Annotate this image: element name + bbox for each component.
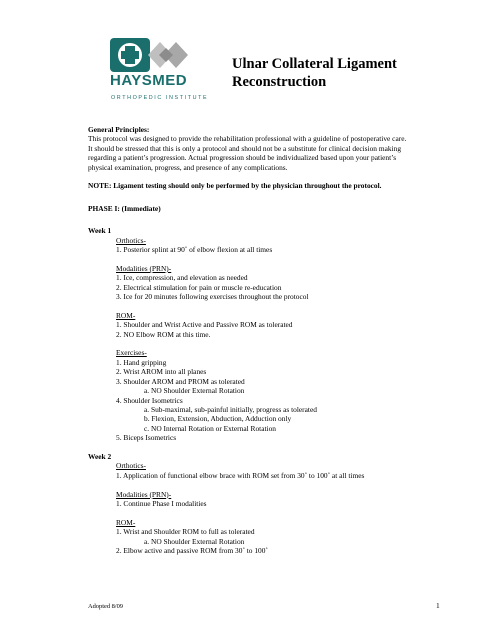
week2-rom-heading: ROM-	[116, 517, 136, 527]
list-item: 4. Shoulder Isometrics	[116, 395, 183, 405]
week1-label: Week 1	[88, 226, 112, 236]
list-subitem: a. NO Shoulder External Rotation	[144, 386, 245, 396]
list-item: 1. Ice, compression, and elevation as needed	[116, 273, 248, 283]
general-principles-heading: General Principles:	[88, 125, 150, 134]
list-item: 3. Shoulder AROM and PROM as tolerated	[116, 376, 245, 386]
list-item: 2. Elbow active and passive ROM from 30˚ to 100˚	[116, 545, 268, 555]
phase1-heading: PHASE I: (Immediate)	[88, 203, 161, 213]
week1-orthotics-heading: Orthotics-	[116, 235, 146, 245]
list-item: 3. Ice for 20 minutes following exercises throughout the protocol	[116, 292, 309, 302]
list-item: 1. Wrist and Shoulder ROM to full as tolerated	[116, 527, 255, 537]
week1-rom-heading: ROM-	[116, 310, 136, 320]
week2-orthotics-heading: Orthotics-	[116, 461, 146, 471]
general-line: regarding a patient’s progression. Actual progression should be individualized based upon your patient’s	[88, 153, 397, 163]
general-line: It should be stressed that this is only a protocol and should not be a substitute for clinical decision making	[88, 143, 402, 153]
list-item: 1. Posterior splint at 90˚ of elbow flexion at all times	[116, 245, 273, 255]
week2-label: Week 2	[88, 451, 112, 461]
title-line-1: Ulnar Collateral Ligament	[232, 56, 397, 72]
general-line: physical examination, progress, and presence of any complications.	[88, 162, 288, 172]
list-item: 1. Application of functional elbow brace with ROM set from 30˚ to 100˚ at all times	[116, 470, 365, 480]
list-item: 2. Wrist AROM into all planes	[116, 367, 207, 377]
week1-modalities-heading: Modalities (PRN)-	[116, 263, 172, 273]
list-subitem: c. NO Internal Rotation or External Rotation	[144, 423, 276, 433]
page-title	[232, 55, 452, 91]
list-subitem: a. NO Shoulder External Rotation	[144, 536, 245, 546]
week1-exercises-heading: Exercises-	[116, 348, 147, 358]
ligament-note: NOTE: Ligament testing should only be performed by the physician throughout the protocol.	[88, 181, 382, 191]
logo-subtitle: ORTHOPEDIC INSTITUTE	[111, 95, 209, 101]
document-body	[88, 125, 448, 555]
list-item: 1. Shoulder and Wrist Active and Passive ROM as tolerated	[116, 320, 293, 330]
week2-modalities-heading: Modalities (PRN)-	[116, 489, 172, 499]
haysmed-logo	[108, 36, 218, 106]
footer-adopted-date: Adopted 8/09	[88, 603, 123, 610]
list-item: 1. Hand gripping	[116, 357, 167, 367]
list-item: 2. NO Elbow ROM at this time.	[116, 329, 211, 339]
title-line-2: Reconstruction	[232, 74, 327, 90]
list-item: 2. Electrical stimulation for pain or muscle re-education	[116, 282, 282, 292]
list-subitem: a. Sub-maximal, sub-painful initially, progress as tolerated	[144, 404, 317, 414]
general-line: This protocol was designed to provide the rehabilitation professional with a guideline of postoperative care.	[88, 134, 407, 144]
page-number: 1	[436, 601, 440, 610]
list-subitem: b. Flexion, Extension, Abduction, Adduction only	[144, 414, 292, 424]
list-item: 5. Biceps Isometrics	[116, 433, 177, 443]
logo-name: HAYSMED	[110, 72, 188, 89]
list-item: 1. Continue Phase I modalities	[116, 498, 207, 508]
